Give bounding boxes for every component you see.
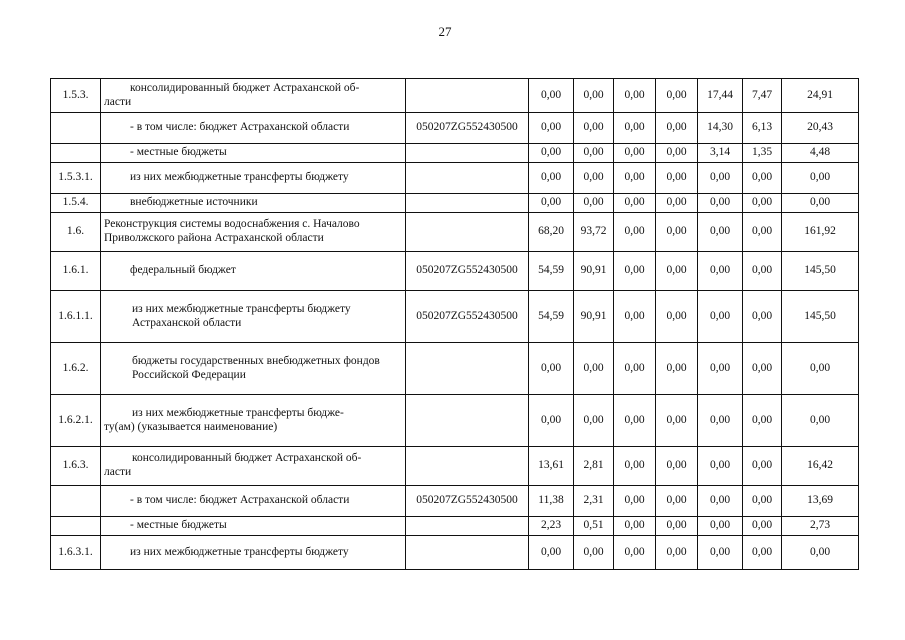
row-number-cell: 1.5.4. <box>51 194 101 213</box>
budget-code-cell <box>406 447 529 486</box>
value-cell: 0,00 <box>656 113 698 144</box>
budget-code-cell <box>406 79 529 113</box>
row-number-cell: 1.6.2.1. <box>51 395 101 447</box>
row-name-cell <box>101 486 406 517</box>
table-row <box>51 163 859 194</box>
table-row <box>51 79 859 113</box>
budget-table <box>50 78 859 570</box>
total-value-cell: 0,00 <box>782 343 859 395</box>
row-number-cell: 1.5.3. <box>51 79 101 113</box>
value-cell: 0,00 <box>743 517 782 536</box>
value-cell: 0,00 <box>743 163 782 194</box>
row-name-line: бюджеты государственных внебюджетных фондов Российской Федерации <box>132 354 380 381</box>
row-name-cell <box>101 536 406 570</box>
value-cell: 0,00 <box>574 113 614 144</box>
value-cell: 0,00 <box>529 536 574 570</box>
budget-code-cell <box>406 517 529 536</box>
table-row <box>51 194 859 213</box>
value-cell: 0,00 <box>743 536 782 570</box>
value-cell: 0,00 <box>743 343 782 395</box>
row-name-cell <box>101 252 406 291</box>
row-name-cell <box>101 79 406 113</box>
value-cell: 0,00 <box>743 486 782 517</box>
row-number-cell: 1.6.3.1. <box>51 536 101 570</box>
table-row <box>51 447 859 486</box>
value-cell: 0,00 <box>614 291 656 343</box>
row-name-cell <box>101 113 406 144</box>
value-cell: 0,00 <box>574 163 614 194</box>
row-name-cell <box>101 447 406 486</box>
total-value-cell: 24,91 <box>782 79 859 113</box>
value-cell: 1,35 <box>743 144 782 163</box>
table-row <box>51 291 859 343</box>
budget-code-cell: 050207ZG552430500 <box>406 486 529 517</box>
value-cell: 0,00 <box>574 395 614 447</box>
value-cell: 0,00 <box>614 395 656 447</box>
value-cell: 6,13 <box>743 113 782 144</box>
table-row <box>51 213 859 252</box>
value-cell: 0,00 <box>529 79 574 113</box>
value-cell: 0,00 <box>656 163 698 194</box>
value-cell: 0,00 <box>614 144 656 163</box>
row-name-line: - в том числе: бюджет Астраханской области <box>130 494 350 507</box>
row-name-line: ту(ам) (указывается наименование) <box>104 420 278 433</box>
row-name-cell <box>101 144 406 163</box>
value-cell: 2,23 <box>529 517 574 536</box>
row-name-cell <box>101 343 406 395</box>
row-name-line: ласти <box>104 95 132 108</box>
value-cell: 0,00 <box>698 252 743 291</box>
table-row <box>51 144 859 163</box>
value-cell: 0,00 <box>574 536 614 570</box>
row-name-line: консолидированный бюджет Астраханской об- <box>132 452 362 465</box>
value-cell: 11,38 <box>529 486 574 517</box>
row-name-line: из них межбюджетные трансферты бюджету Астраханской области <box>132 302 351 329</box>
value-cell: 0,00 <box>656 395 698 447</box>
row-number-cell: 1.6. <box>51 213 101 252</box>
value-cell: 90,91 <box>574 252 614 291</box>
value-cell: 0,00 <box>529 343 574 395</box>
budget-code-cell <box>406 163 529 194</box>
value-cell: 54,59 <box>529 291 574 343</box>
row-name-cell <box>101 163 406 194</box>
value-cell: 0,00 <box>698 447 743 486</box>
value-cell: 3,14 <box>698 144 743 163</box>
value-cell: 0,00 <box>656 517 698 536</box>
table-row <box>51 113 859 144</box>
value-cell: 0,00 <box>656 486 698 517</box>
value-cell: 0,00 <box>656 144 698 163</box>
row-number-cell: 1.6.2. <box>51 343 101 395</box>
value-cell: 0,51 <box>574 517 614 536</box>
row-number-cell: 1.5.3.1. <box>51 163 101 194</box>
budget-code-cell <box>406 343 529 395</box>
total-value-cell: 0,00 <box>782 194 859 213</box>
value-cell: 0,00 <box>614 213 656 252</box>
value-cell: 0,00 <box>574 79 614 113</box>
value-cell: 0,00 <box>656 252 698 291</box>
total-value-cell: 4,48 <box>782 144 859 163</box>
value-cell: 14,30 <box>698 113 743 144</box>
value-cell: 0,00 <box>529 163 574 194</box>
value-cell: 0,00 <box>656 343 698 395</box>
row-name-line: - в том числе: бюджет Астраханской области <box>130 121 350 134</box>
value-cell: 0,00 <box>698 536 743 570</box>
value-cell: 0,00 <box>614 163 656 194</box>
row-name-line: ласти <box>104 466 132 478</box>
value-cell: 2,81 <box>574 447 614 486</box>
row-name-line: - местные бюджеты <box>130 146 227 159</box>
total-value-cell: 0,00 <box>782 163 859 194</box>
budget-code-cell: 050207ZG552430500 <box>406 252 529 291</box>
budget-code-cell <box>406 213 529 252</box>
table-row <box>51 486 859 517</box>
value-cell: 0,00 <box>614 194 656 213</box>
row-name-cell <box>101 517 406 536</box>
total-value-cell: 161,92 <box>782 213 859 252</box>
value-cell: 2,31 <box>574 486 614 517</box>
value-cell: 0,00 <box>656 194 698 213</box>
row-number-cell <box>51 113 101 144</box>
value-cell: 17,44 <box>698 79 743 113</box>
row-name-line: консолидированный бюджет Астраханской об- <box>130 81 360 94</box>
row-number-cell <box>51 517 101 536</box>
table-row <box>51 343 859 395</box>
value-cell: 54,59 <box>529 252 574 291</box>
total-value-cell: 0,00 <box>782 536 859 570</box>
budget-code-cell <box>406 144 529 163</box>
value-cell: 0,00 <box>743 194 782 213</box>
row-name-line: из них межбюджетные трансферты бюджету <box>130 545 349 558</box>
value-cell: 0,00 <box>698 291 743 343</box>
budget-code-cell <box>406 536 529 570</box>
value-cell: 13,61 <box>529 447 574 486</box>
row-name-line: федеральный бюджет <box>130 264 236 277</box>
value-cell: 68,20 <box>529 213 574 252</box>
value-cell: 0,00 <box>698 343 743 395</box>
value-cell: 0,00 <box>614 536 656 570</box>
value-cell: 0,00 <box>574 144 614 163</box>
value-cell: 0,00 <box>614 252 656 291</box>
row-name-line: Реконструкция системы водоснабжения с. Началово Приволжского района Астраханской области <box>104 218 360 244</box>
value-cell: 0,00 <box>529 395 574 447</box>
value-cell: 0,00 <box>656 536 698 570</box>
value-cell: 93,72 <box>574 213 614 252</box>
value-cell: 0,00 <box>614 79 656 113</box>
value-cell: 0,00 <box>743 447 782 486</box>
row-number-cell <box>51 486 101 517</box>
value-cell: 0,00 <box>743 395 782 447</box>
value-cell: 0,00 <box>614 486 656 517</box>
total-value-cell: 2,73 <box>782 517 859 536</box>
total-value-cell: 0,00 <box>782 395 859 447</box>
row-name-line: - местные бюджеты <box>130 519 227 532</box>
value-cell: 0,00 <box>529 113 574 144</box>
value-cell: 0,00 <box>698 163 743 194</box>
row-name-cell <box>101 291 406 343</box>
total-value-cell: 20,43 <box>782 113 859 144</box>
value-cell: 0,00 <box>656 79 698 113</box>
row-name-line: из них межбюджетные трансферты бюджету <box>130 171 349 184</box>
value-cell: 0,00 <box>614 343 656 395</box>
value-cell: 0,00 <box>529 144 574 163</box>
value-cell: 0,00 <box>614 517 656 536</box>
value-cell: 0,00 <box>743 213 782 252</box>
row-name-cell <box>101 194 406 213</box>
row-name-cell <box>101 395 406 447</box>
budget-code-cell: 050207ZG552430500 <box>406 291 529 343</box>
value-cell: 0,00 <box>614 447 656 486</box>
value-cell: 0,00 <box>743 252 782 291</box>
table-row <box>51 395 859 447</box>
value-cell: 90,91 <box>574 291 614 343</box>
row-name-line: из них межбюджетные трансферты бюдже- <box>132 406 344 419</box>
value-cell: 0,00 <box>656 447 698 486</box>
value-cell: 0,00 <box>574 194 614 213</box>
table-row <box>51 252 859 291</box>
value-cell: 7,47 <box>743 79 782 113</box>
row-number-cell: 1.6.1.1. <box>51 291 101 343</box>
value-cell: 0,00 <box>656 291 698 343</box>
value-cell: 0,00 <box>698 486 743 517</box>
value-cell: 0,00 <box>698 395 743 447</box>
budget-code-cell <box>406 395 529 447</box>
value-cell: 0,00 <box>529 194 574 213</box>
total-value-cell: 145,50 <box>782 252 859 291</box>
total-value-cell: 13,69 <box>782 486 859 517</box>
row-number-cell: 1.6.1. <box>51 252 101 291</box>
total-value-cell: 16,42 <box>782 447 859 486</box>
value-cell: 0,00 <box>743 291 782 343</box>
row-name-line: внебюджетные источники <box>130 196 258 209</box>
total-value-cell: 145,50 <box>782 291 859 343</box>
table-row <box>51 517 859 536</box>
row-number-cell <box>51 144 101 163</box>
value-cell: 0,00 <box>698 517 743 536</box>
page-number: 27 <box>438 24 452 39</box>
value-cell: 0,00 <box>698 194 743 213</box>
row-number-cell: 1.6.3. <box>51 447 101 486</box>
table-row <box>51 536 859 570</box>
value-cell: 0,00 <box>698 213 743 252</box>
budget-code-cell: 050207ZG552430500 <box>406 113 529 144</box>
value-cell: 0,00 <box>656 213 698 252</box>
budget-code-cell <box>406 194 529 213</box>
value-cell: 0,00 <box>614 113 656 144</box>
row-name-cell <box>101 213 406 252</box>
value-cell: 0,00 <box>574 343 614 395</box>
